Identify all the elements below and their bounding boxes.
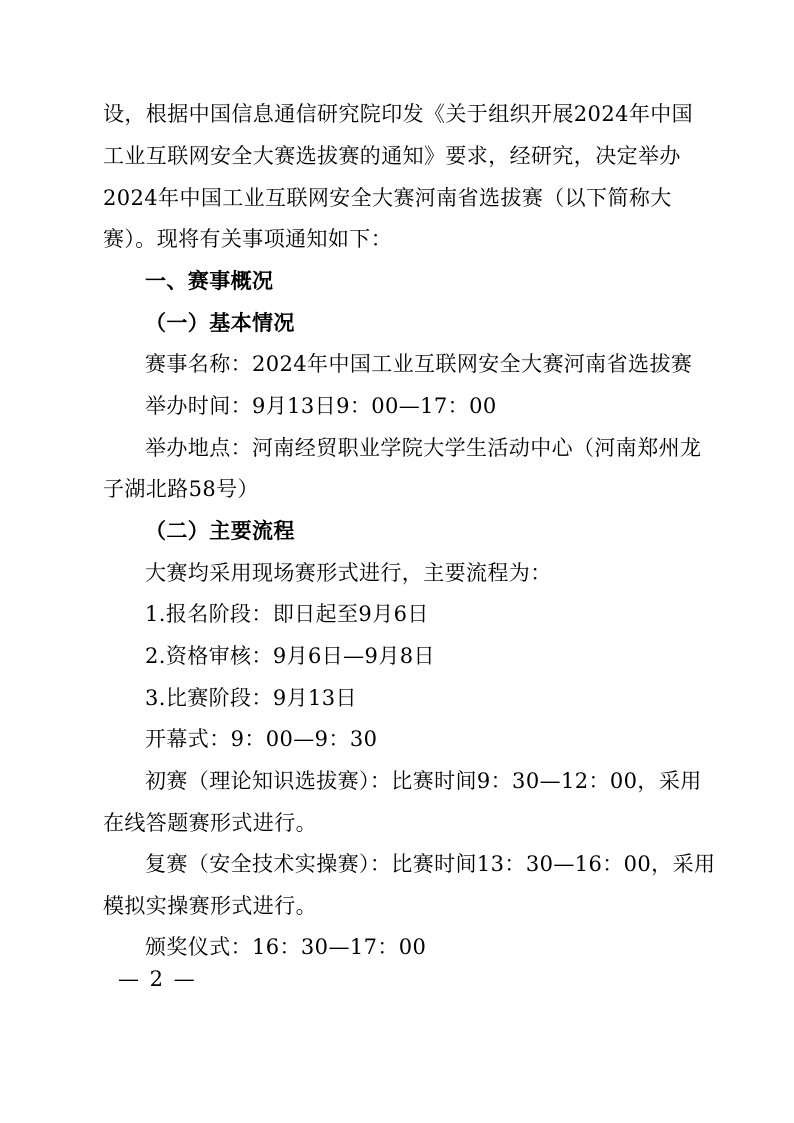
event-time-line: 举办时间：9月13日9：00—17：00 xyxy=(145,394,497,418)
list-item: 3.比赛阶段：9月13日 xyxy=(145,686,357,710)
body-text-line: 模拟实操赛形式进行。 xyxy=(103,894,317,918)
body-text-line: 工业互联网安全大赛选拔赛的通知》要求，经研究，决定举办 xyxy=(103,144,681,168)
body-text-line: 大赛均采用现场赛形式进行，主要流程为： xyxy=(145,561,552,585)
body-text-line: 设，根据中国信息通信研究院印发《关于组织开展2024年中国 xyxy=(103,102,694,126)
schedule-line: 颁奖仪式：16：30—17：00 xyxy=(145,935,427,959)
body-text-line: 2024年中国工业互联网安全大赛河南省选拔赛（以下简称大 xyxy=(103,186,672,210)
schedule-line: 开幕式：9：00—9：30 xyxy=(145,727,378,751)
subsection-heading: （二）主要流程 xyxy=(145,518,295,543)
body-text-line: 在线答题赛形式进行。 xyxy=(103,811,317,835)
list-item: 1.报名阶段：即日起至9月6日 xyxy=(145,602,429,626)
schedule-line: 初赛（理论知识选拔赛）：比赛时间9：30—12：00，采用 xyxy=(145,769,702,793)
body-text-line: 赛）。现将有关事项通知如下： xyxy=(103,227,393,251)
subsection-heading: （一）基本情况 xyxy=(145,310,295,335)
section-heading: 一、赛事概况 xyxy=(145,268,274,293)
event-name-line: 赛事名称：2024年中国工业互联网安全大赛河南省选拔赛 xyxy=(145,352,693,376)
body-text-line: 子湖北路58号） xyxy=(103,477,259,501)
event-location-line: 举办地点：河南经贸职业学院大学生活动中心（河南郑州龙 xyxy=(145,436,702,460)
list-item: 2.资格审核：9月6日—9月8日 xyxy=(145,644,435,668)
schedule-line: 复赛（安全技术实操赛）：比赛时间13：30—16：00，采用 xyxy=(145,852,716,876)
page-number: — 2 — xyxy=(118,967,197,991)
